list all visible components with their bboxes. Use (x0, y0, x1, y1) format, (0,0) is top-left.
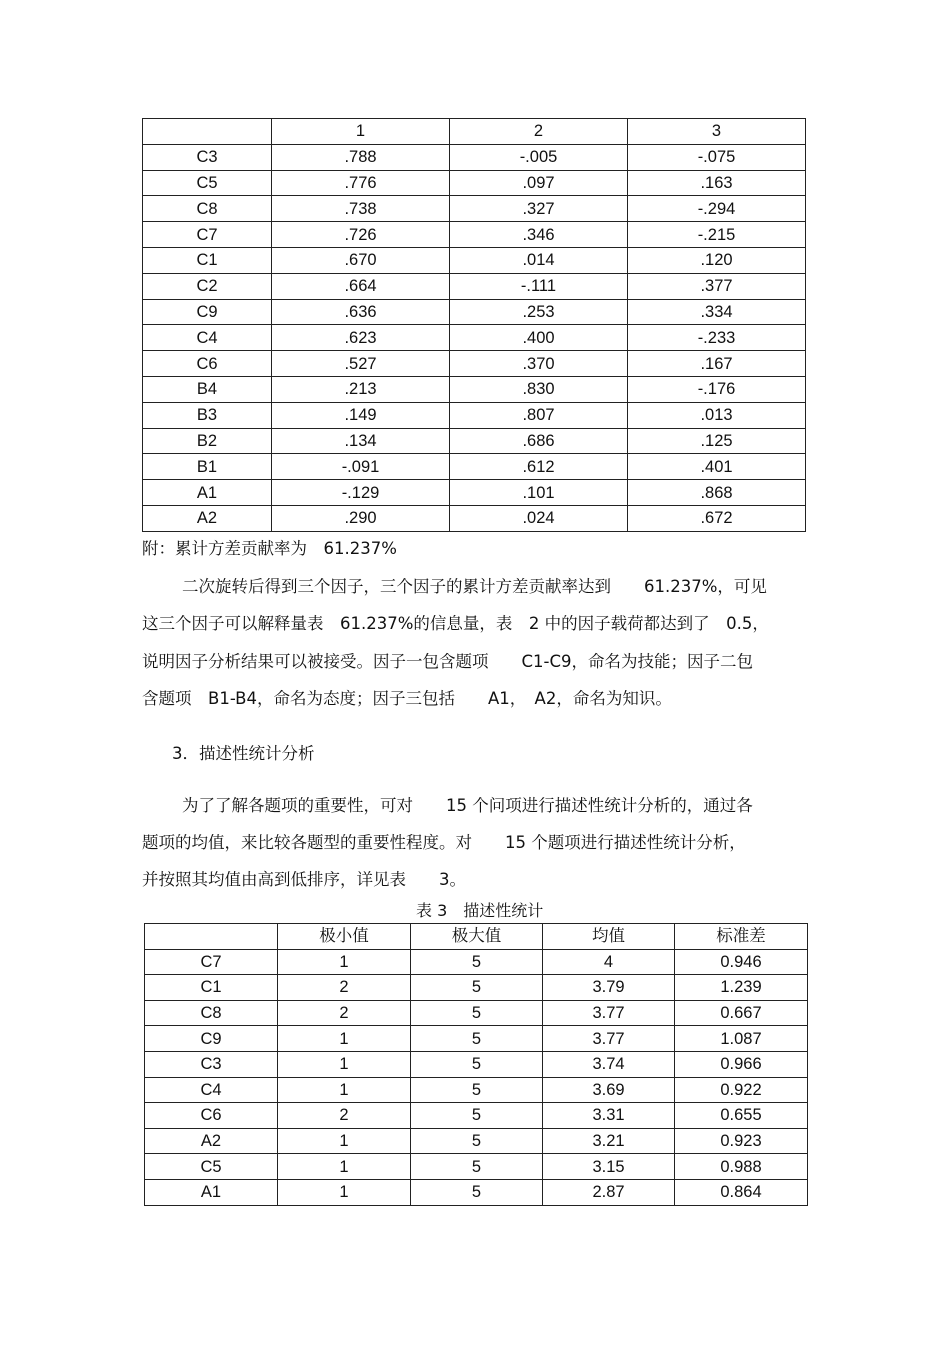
table-cell: 5 (411, 949, 543, 975)
table-cell: C4 (143, 325, 272, 351)
table-cell: B4 (143, 376, 272, 402)
table-row (143, 170, 806, 196)
table-cell: -.091 (272, 454, 450, 480)
table-cell: .346 (450, 222, 628, 248)
table-cell: A2 (145, 1128, 278, 1154)
table-cell: C4 (145, 1077, 278, 1103)
table-cell: .024 (450, 505, 628, 531)
table-cell: 0.655 (675, 1103, 808, 1129)
table-row (143, 273, 806, 299)
table-row (143, 505, 806, 531)
table-cell: -.233 (628, 325, 806, 351)
table-cell: -.176 (628, 376, 806, 402)
table-header-cell (145, 924, 278, 950)
table-row (145, 1154, 808, 1180)
table-header-row (145, 924, 808, 950)
table-cell: -.129 (272, 480, 450, 506)
table-cell: C7 (145, 949, 278, 975)
table-cell: .213 (272, 376, 450, 402)
table-cell: C7 (143, 222, 272, 248)
table-cell: 0.864 (675, 1179, 808, 1205)
table-cell: C6 (143, 351, 272, 377)
table-cell: 0.922 (675, 1077, 808, 1103)
table-cell: 1 (278, 1051, 411, 1077)
table-cell: .134 (272, 428, 450, 454)
table-row (143, 299, 806, 325)
table-cell: 5 (411, 1026, 543, 1052)
table-cell: .738 (272, 196, 450, 222)
table-cell: .013 (628, 402, 806, 428)
table-header-cell (143, 119, 272, 145)
table-cell: B3 (143, 402, 272, 428)
table-cell: 0.966 (675, 1051, 808, 1077)
table-row (145, 1179, 808, 1205)
table-cell: .125 (628, 428, 806, 454)
table-cell: .686 (450, 428, 628, 454)
table-cell: 2 (278, 1000, 411, 1026)
paragraph2-line-1: 为了了解各题项的重要性，可对 15 个问项进行描述性统计分析的，通过各 (182, 796, 753, 815)
table-row (143, 222, 806, 248)
table-cell: .672 (628, 505, 806, 531)
variance-note: 附：累计方差贡献率为 61.237% (142, 539, 397, 558)
table-cell: C9 (145, 1026, 278, 1052)
table-cell: C2 (143, 273, 272, 299)
table-row (143, 376, 806, 402)
table-cell: C3 (143, 144, 272, 170)
table-cell: -.075 (628, 144, 806, 170)
table-header-cell: 标准差 (675, 924, 808, 950)
table-header-row (143, 119, 806, 145)
table-cell: 1 (278, 1154, 411, 1180)
table-cell: 5 (411, 975, 543, 1001)
paragraph1-line-4: 含题项 B1-B4，命名为态度；因子三包括 A1， A2，命名为知识。 (142, 689, 672, 708)
table-cell: -.215 (628, 222, 806, 248)
table-row (145, 975, 808, 1001)
table-row (145, 1128, 808, 1154)
table-cell: .149 (272, 402, 450, 428)
table-cell: -.294 (628, 196, 806, 222)
table-cell: .370 (450, 351, 628, 377)
table-cell: C8 (143, 196, 272, 222)
table-cell: .401 (628, 454, 806, 480)
table-row (143, 351, 806, 377)
table-cell: 5 (411, 1103, 543, 1129)
table-cell: 5 (411, 1000, 543, 1026)
table-row (145, 1077, 808, 1103)
table-cell: .167 (628, 351, 806, 377)
table-header-cell: 极小值 (278, 924, 411, 950)
table-cell: 1 (278, 1077, 411, 1103)
table-cell: B1 (143, 454, 272, 480)
table-row (145, 949, 808, 975)
table-row (145, 1026, 808, 1052)
paragraph1-line-3: 说明因子分析结果可以被接受。因子一包含题项 C1-C9，命名为技能；因子二包 (142, 652, 753, 671)
table-cell: .327 (450, 196, 628, 222)
table-cell: 5 (411, 1179, 543, 1205)
table-cell: 3.21 (543, 1128, 675, 1154)
table-cell: 2 (278, 1103, 411, 1129)
table-cell: .726 (272, 222, 450, 248)
paragraph1-line-1: 二次旋转后得到三个因子，三个因子的累计方差贡献率达到 61.237%，可见 (182, 577, 767, 596)
table-header-cell: 3 (628, 119, 806, 145)
table-row (143, 428, 806, 454)
table-cell: 3.69 (543, 1077, 675, 1103)
table-cell: 2.87 (543, 1179, 675, 1205)
table-cell: 0.667 (675, 1000, 808, 1026)
paragraph2-line-2: 题项的均值，来比较各题型的重要性程度。对 15 个题项进行描述性统计分析， (142, 833, 746, 852)
paragraph2-line-3: 并按照其均值由高到低排序，详见表 3。 (142, 870, 466, 889)
table-cell: -.111 (450, 273, 628, 299)
table-cell: .527 (272, 351, 450, 377)
table-cell: 5 (411, 1077, 543, 1103)
table-cell: .612 (450, 454, 628, 480)
table-cell: A1 (145, 1179, 278, 1205)
table-cell: C5 (145, 1154, 278, 1180)
table-cell: .097 (450, 170, 628, 196)
table-row (143, 144, 806, 170)
table-cell: .377 (628, 273, 806, 299)
table-row (145, 1103, 808, 1129)
table-cell: 1 (278, 1026, 411, 1052)
table-cell: 1.087 (675, 1026, 808, 1052)
table-cell: A1 (143, 480, 272, 506)
table-cell: .623 (272, 325, 450, 351)
table-cell: .400 (450, 325, 628, 351)
table-row (145, 1000, 808, 1026)
table-cell: 0.988 (675, 1154, 808, 1180)
table-row (143, 325, 806, 351)
table-cell: 1.239 (675, 975, 808, 1001)
table-cell: 3.15 (543, 1154, 675, 1180)
table-cell: .290 (272, 505, 450, 531)
table-cell: 0.946 (675, 949, 808, 975)
table-cell: .664 (272, 273, 450, 299)
table-cell: .788 (272, 144, 450, 170)
table-cell: C1 (145, 975, 278, 1001)
table-row (143, 480, 806, 506)
table-cell: 5 (411, 1154, 543, 1180)
table-header-cell: 均值 (543, 924, 675, 950)
table-cell: C1 (143, 247, 272, 273)
table3-caption: 表 3 描述性统计 (416, 901, 544, 920)
table-header-cell: 极大值 (411, 924, 543, 950)
table-cell: 2 (278, 975, 411, 1001)
table-cell: 1 (278, 949, 411, 975)
table-cell: .868 (628, 480, 806, 506)
table-cell: A2 (143, 505, 272, 531)
table-cell: .101 (450, 480, 628, 506)
table-cell: .253 (450, 299, 628, 325)
table-cell: -.005 (450, 144, 628, 170)
table-cell: .776 (272, 170, 450, 196)
table-cell: C5 (143, 170, 272, 196)
table-cell: 3.77 (543, 1000, 675, 1026)
table-cell: 4 (543, 949, 675, 975)
descriptive-stats-table (144, 923, 808, 1206)
table-header-cell: 1 (272, 119, 450, 145)
table-row (143, 454, 806, 480)
table-cell: 1 (278, 1179, 411, 1205)
table-row (143, 247, 806, 273)
table-cell: 3.74 (543, 1051, 675, 1077)
table-cell: .636 (272, 299, 450, 325)
table-cell: 3.79 (543, 975, 675, 1001)
section-heading: 3．描述性统计分析 (172, 744, 315, 763)
table-cell: 3.31 (543, 1103, 675, 1129)
table-cell: .334 (628, 299, 806, 325)
table-cell: .120 (628, 247, 806, 273)
factor-loading-table (142, 118, 806, 532)
table-cell: C3 (145, 1051, 278, 1077)
table-cell: B2 (143, 428, 272, 454)
table-cell: .163 (628, 170, 806, 196)
table-cell: 5 (411, 1128, 543, 1154)
table-cell: 1 (278, 1128, 411, 1154)
table-row (143, 196, 806, 222)
table-cell: C6 (145, 1103, 278, 1129)
table-cell: 5 (411, 1051, 543, 1077)
table-cell: 0.923 (675, 1128, 808, 1154)
table-row (143, 402, 806, 428)
table-cell: .670 (272, 247, 450, 273)
table-cell: .830 (450, 376, 628, 402)
table-cell: .807 (450, 402, 628, 428)
table-cell: .014 (450, 247, 628, 273)
table-row (145, 1051, 808, 1077)
paragraph1-line-2: 这三个因子可以解释量表 61.237%的信息量，表 2 中的因子载荷都达到了 0.5， (142, 614, 769, 633)
table-header-cell: 2 (450, 119, 628, 145)
table-cell: 3.77 (543, 1026, 675, 1052)
table-cell: C8 (145, 1000, 278, 1026)
table-cell: C9 (143, 299, 272, 325)
